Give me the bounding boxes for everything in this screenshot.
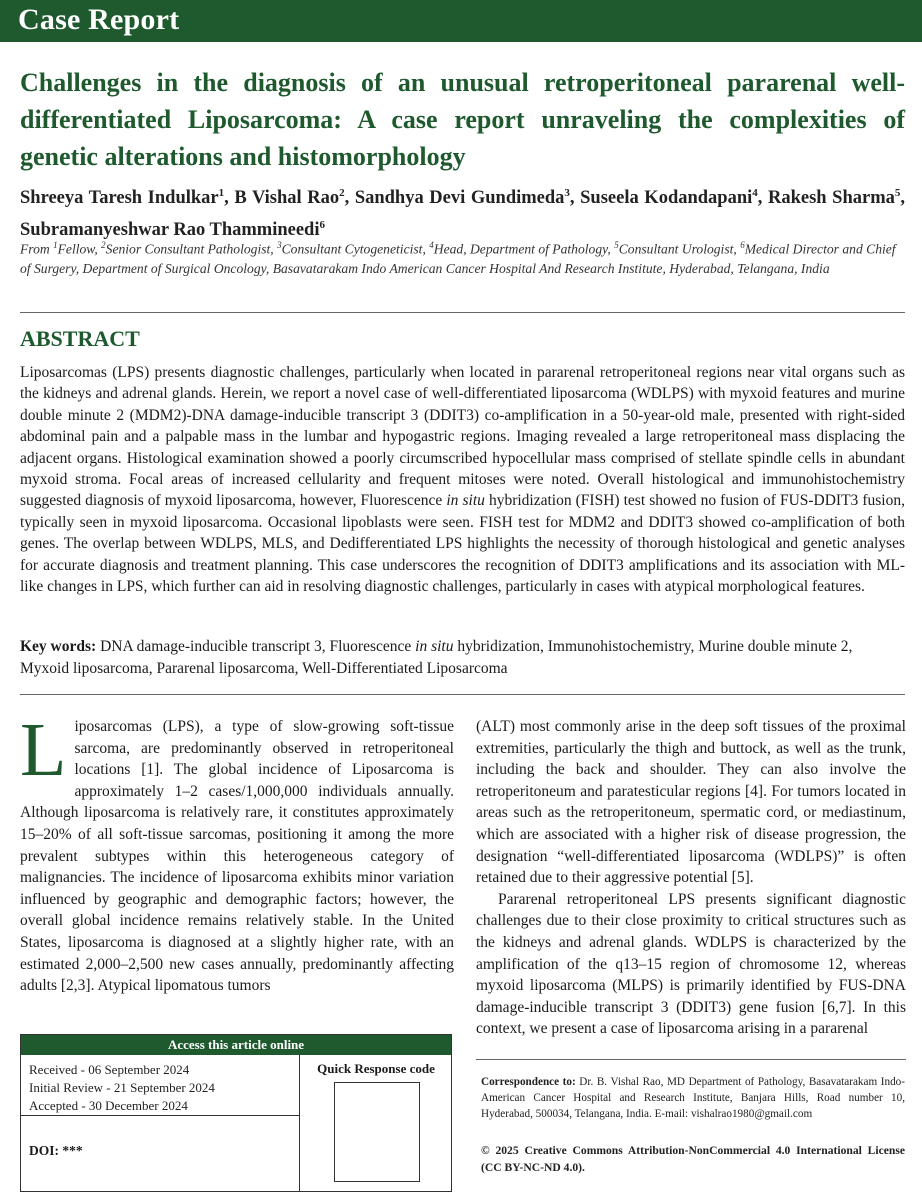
correspondence: Correspondence to: Dr. B. Vishal Rao, MD Department of Pathology, Basavatarakam Indo-American Cancer Hospital and Research Institute, Banjara Hills, Road number 10, Hyderabad, 500034, Telangana, India. E-mail: vishalrao1980@gmail.com	[481, 1076, 905, 1121]
footer-divider	[476, 1059, 906, 1060]
doi: DOI: ***	[29, 1143, 83, 1158]
section-divider	[20, 694, 905, 695]
author: B Vishal Rao$^2$,	[234, 187, 355, 209]
body-column-left: Liposarcomas (LPS), a type of slow-growing soft-tissue sarcoma, are predominantly observed in retroperitoneal locations [1]. The global incidence of Liposarcoma is approximately 1–2 cases/1,000,000 individuals annually. Although liposarcoma is relatively rare, it constitutes approximately 15–20% of all soft-tissue sarcomas, positioning it among the more prevalent subtypes within this heterogeneous category of malignancies. The incidence of liposarcoma exhibits minor variation influenced by geographic and demographic factors; however, the overall global incidence remains relatively stable. In the United States, liposarcoma is diagnosed at a slightly higher rate, with an estimated 2,000–2,500 new cases annually, predominantly affecting adults [2,3]. Atypical lipomatous tumors	[20, 708, 454, 995]
drop-cap: L	[20, 708, 67, 792]
access-box-header: Access this article online	[21, 1035, 451, 1055]
section-banner	[0, 0, 922, 42]
author: Subramanyeshwar Rao Thammineedi$^6$	[20, 219, 325, 241]
qr-code-label: Quick Response code	[317, 1061, 435, 1076]
author: Sandhya Devi Gundimeda$^3$,	[354, 187, 581, 209]
body-column-right	[476, 716, 906, 1040]
abstract-text: Liposarcomas (LPS) presents diagnostic challenges, particularly when located in pararenal retroperitoneal regions near vital organs such as the kidneys and adrenal glands. Herein, we report a novel case of well-differentiated liposarcoma (WDLPS) with myxoid features and murine double minute 2 (MDM2)-DNA damage-inducible transcript 3 (DDIT3) co-amplification in a 50-year-old male, presented with right-sided abdominal pain and a palpable mass in the lumbar and hypogastric regions. Imaging revealed a large retroperitoneal mass displacing the adjacent organs. Histological examination showed a poorly circumscribed hypocellular mass comprised of stellate spindle cells in abundant myxoid stroma. Focal areas of increased cellularity and frequent mitoses were noted. Overall histological and immunohistochemistry suggested diagnosis of myxoid liposarcoma, however, Fluorescence in situ hybridization (FISH) test showed no fusion of FUS-DDIT3 fusion, typically seen in myxoid liposarcoma. Occasional lipoblasts were seen. FISH test for MDM2 and DDIT3 showed co-amplification of both genes. The overlap between WDLPS, MLS, and Dedifferentiated LPS highlights the necessity of thorough histological and genetic analyses for accurate diagnosis and treatment planning. This case underscores the recognition of DDIT3 amplifications and its association with ML-like changes in LPS, which further can aid in resolving diagnostic challenges, particularly in cases with atypical morphological features.	[20, 364, 905, 596]
license-notice: © 2025 Creative Commons Attribution-NonCommercial 4.0 International License (CC BY-NC-ND 4.0).	[481, 1144, 905, 1174]
author: Rakesh Sharma$^5$,	[768, 187, 906, 209]
article-dates	[29, 1061, 299, 1115]
qr-code-placeholder	[334, 1082, 420, 1182]
body-paragraph: Pararenal retroperitoneal LPS presents significant diagnostic challenges due to their close proximity to critical structures such as the kidneys and adrenal glands. WDLPS is characterized by the amplification of the q13–15 region of chromosome 12, whereas myxoid liposarcoma (MLPS) is primarily identified by FUS-DNA damage-inducible transcript 3 (DDIT3) gene fusion [6,7]. In this context, we present a case of liposarcoma arising in a pararenal	[476, 890, 906, 1038]
keywords-label: Key words:	[20, 638, 97, 655]
article-title: Challenges in the diagnosis of an unusual retroperitoneal pararenal well-differentiated Liposarcoma: A case report unraveling the complexities of genetic alterations and histomorphology	[20, 68, 905, 171]
keywords: Key words: DNA damage-inducible transcript 3, Fluorescence in situ hybridization, Immunohistochemistry, Murine double minute 2, Myxoid liposarcoma, Pararenal liposarcoma, Well-Differentiated Liposarcoma	[20, 638, 853, 677]
body-paragraph: (ALT) most commonly arise in the deep soft tissues of the proximal extremities, particularly the thigh and buttock, as well as the trunk, including the back and shoulder. They can also involve the retroperitoneum and paratesticular regions [4]. For tumors located in areas such as the retroperitoneum, spermatic cord, or mediastinum, which are associated with a higher risk of disease progression, the designation “well-differentiated liposarcoma (WDLPS)” is often retained due to their aggressive potential [5].	[476, 718, 906, 887]
access-article-box	[20, 1034, 452, 1192]
section-divider	[20, 312, 905, 313]
author-list	[20, 180, 905, 244]
author: Shreeya Taresh Indulkar$^1$,	[20, 187, 235, 209]
box-divider	[299, 1055, 300, 1191]
received-date: Received - 06 September 2024	[29, 1062, 190, 1077]
initial-review-date: Initial Review - 21 September 2024	[29, 1080, 215, 1095]
abstract-heading: ABSTRACT	[20, 326, 140, 351]
affiliations: From $^1$Fellow, $^2$Senior Consultant Pathologist, $^3$Consultant Cytogeneticist, $^4$Head, Department of Pathology, $^5$Consultant Urologist, $^6$Medical Director and Chief of Surgery, Department of Surgical Oncology, Basavatarakam Indo American Cancer Hospital And Research Institute, Hyderabad, Telangana, India	[20, 240, 896, 277]
section-label: Case Report	[18, 3, 180, 36]
accepted-date: Accepted - 30 December 2024	[29, 1098, 188, 1113]
correspondence-label: Correspondence to:	[481, 1076, 576, 1088]
author: Suseela Kodandapani$^4$,	[580, 187, 768, 209]
box-divider	[21, 1115, 299, 1116]
